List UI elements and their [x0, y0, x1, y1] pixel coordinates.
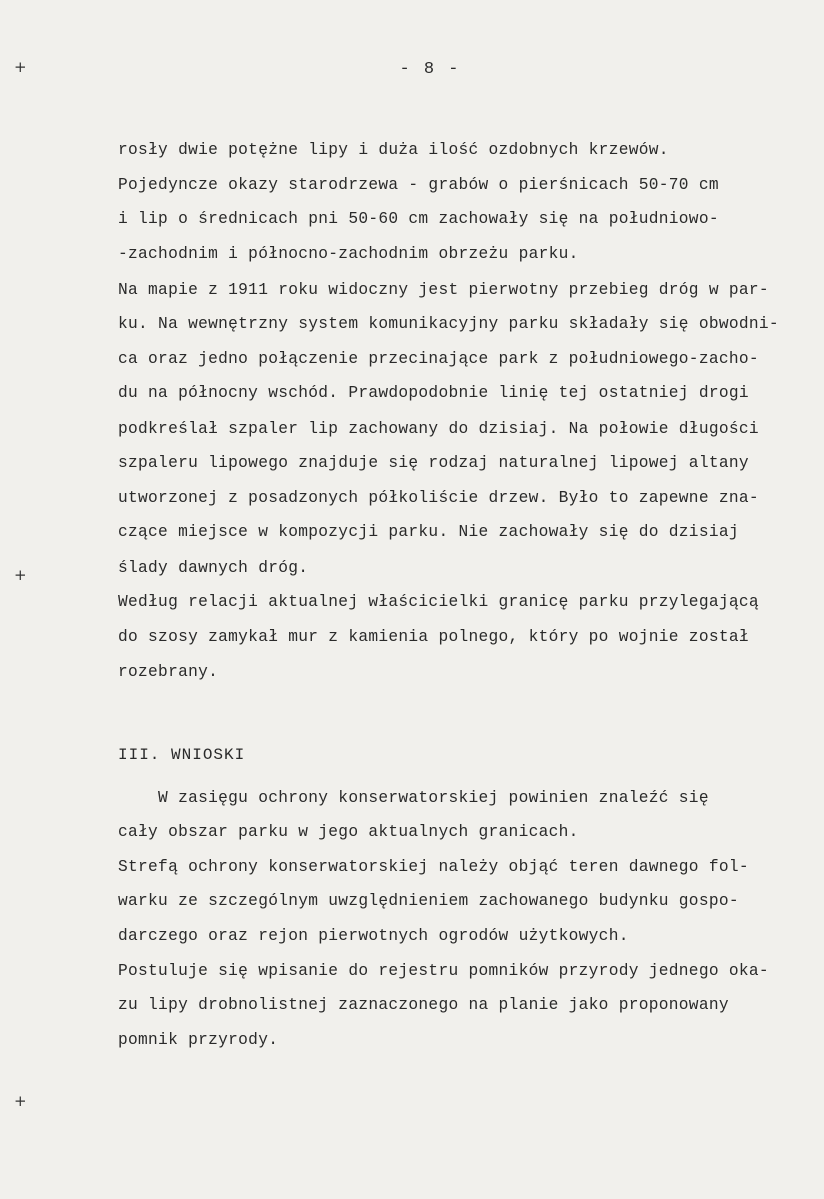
text-line: -zachodnim i północno-zachodnim obrzeżu parku. — [118, 245, 579, 263]
text-line: rosły dwie potężne lipy i duża ilość ozdobnych krzewów. — [118, 141, 669, 159]
text-line: podkreślał szpaler lip zachowany do dzisiaj. Na połowie długości — [118, 420, 759, 438]
text-line: cały obszar parku w jego aktualnych granicach. — [118, 823, 579, 841]
text-line: Strefą ochrony konserwatorskiej należy objąć teren dawnego fol- — [118, 858, 749, 876]
text-line: Pojedyncze okazy starodrzewa - grabów o pierśnicach 50-70 cm — [118, 176, 719, 194]
text-line: warku ze szczególnym uwzględnieniem zachowanego budynku gospo- — [118, 892, 739, 910]
text-line: i lip o średnicach pni 50-60 cm zachowały się na południowo- — [118, 210, 719, 228]
text-line: darczego oraz rejon pierwotnych ogrodów użytkowych. — [118, 927, 629, 945]
text-line: ca oraz jedno połączenie przecinające park z południowego-zacho- — [118, 350, 759, 368]
text-line: Na mapie z 1911 roku widoczny jest pierwotny przebieg dróg w par- — [118, 281, 769, 299]
text-line: rozebrany. — [118, 663, 219, 681]
text-line: czące miejsce w kompozycji parku. Nie zachowały się do dzisiaj — [118, 523, 739, 541]
text-line: do szosy zamykał mur z kamienia polnego, który po wojnie został — [118, 628, 749, 646]
text-line: ślady dawnych dróg. — [118, 559, 309, 577]
text-line: W zasięgu ochrony konserwatorskiej powinien znaleźć się — [118, 789, 709, 807]
text-line: ku. Na wewnętrzny system komunikacyjny parku składały się obwodni- — [118, 315, 779, 333]
text-line: zu lipy drobnolistnej zaznaczonego na planie jako proponowany — [118, 996, 729, 1014]
text-line: Według relacji aktualnej właścicielki granicę parku przylegającą — [118, 593, 759, 611]
margin-mark-top: + — [14, 58, 27, 76]
margin-mark-middle: + — [14, 566, 27, 584]
section-heading: III. WNIOSKI — [118, 746, 246, 764]
page-number: - 8 - — [399, 60, 461, 79]
margin-mark-bottom: + — [14, 1092, 27, 1110]
text-line: pomnik przyrody. — [118, 1031, 279, 1049]
text-line: szpaleru lipowego znajduje się rodzaj naturalnej lipowej altany — [118, 454, 749, 472]
text-line: Postuluje się wpisanie do rejestru pomników przyrody jednego oka- — [118, 962, 769, 980]
text-line: du na północny wschód. Prawdopodobnie linię tej ostatniej drogi — [118, 384, 749, 402]
text-line: utworzonej z posadzonych półkoliście drzew. Było to zapewne zna- — [118, 489, 759, 507]
